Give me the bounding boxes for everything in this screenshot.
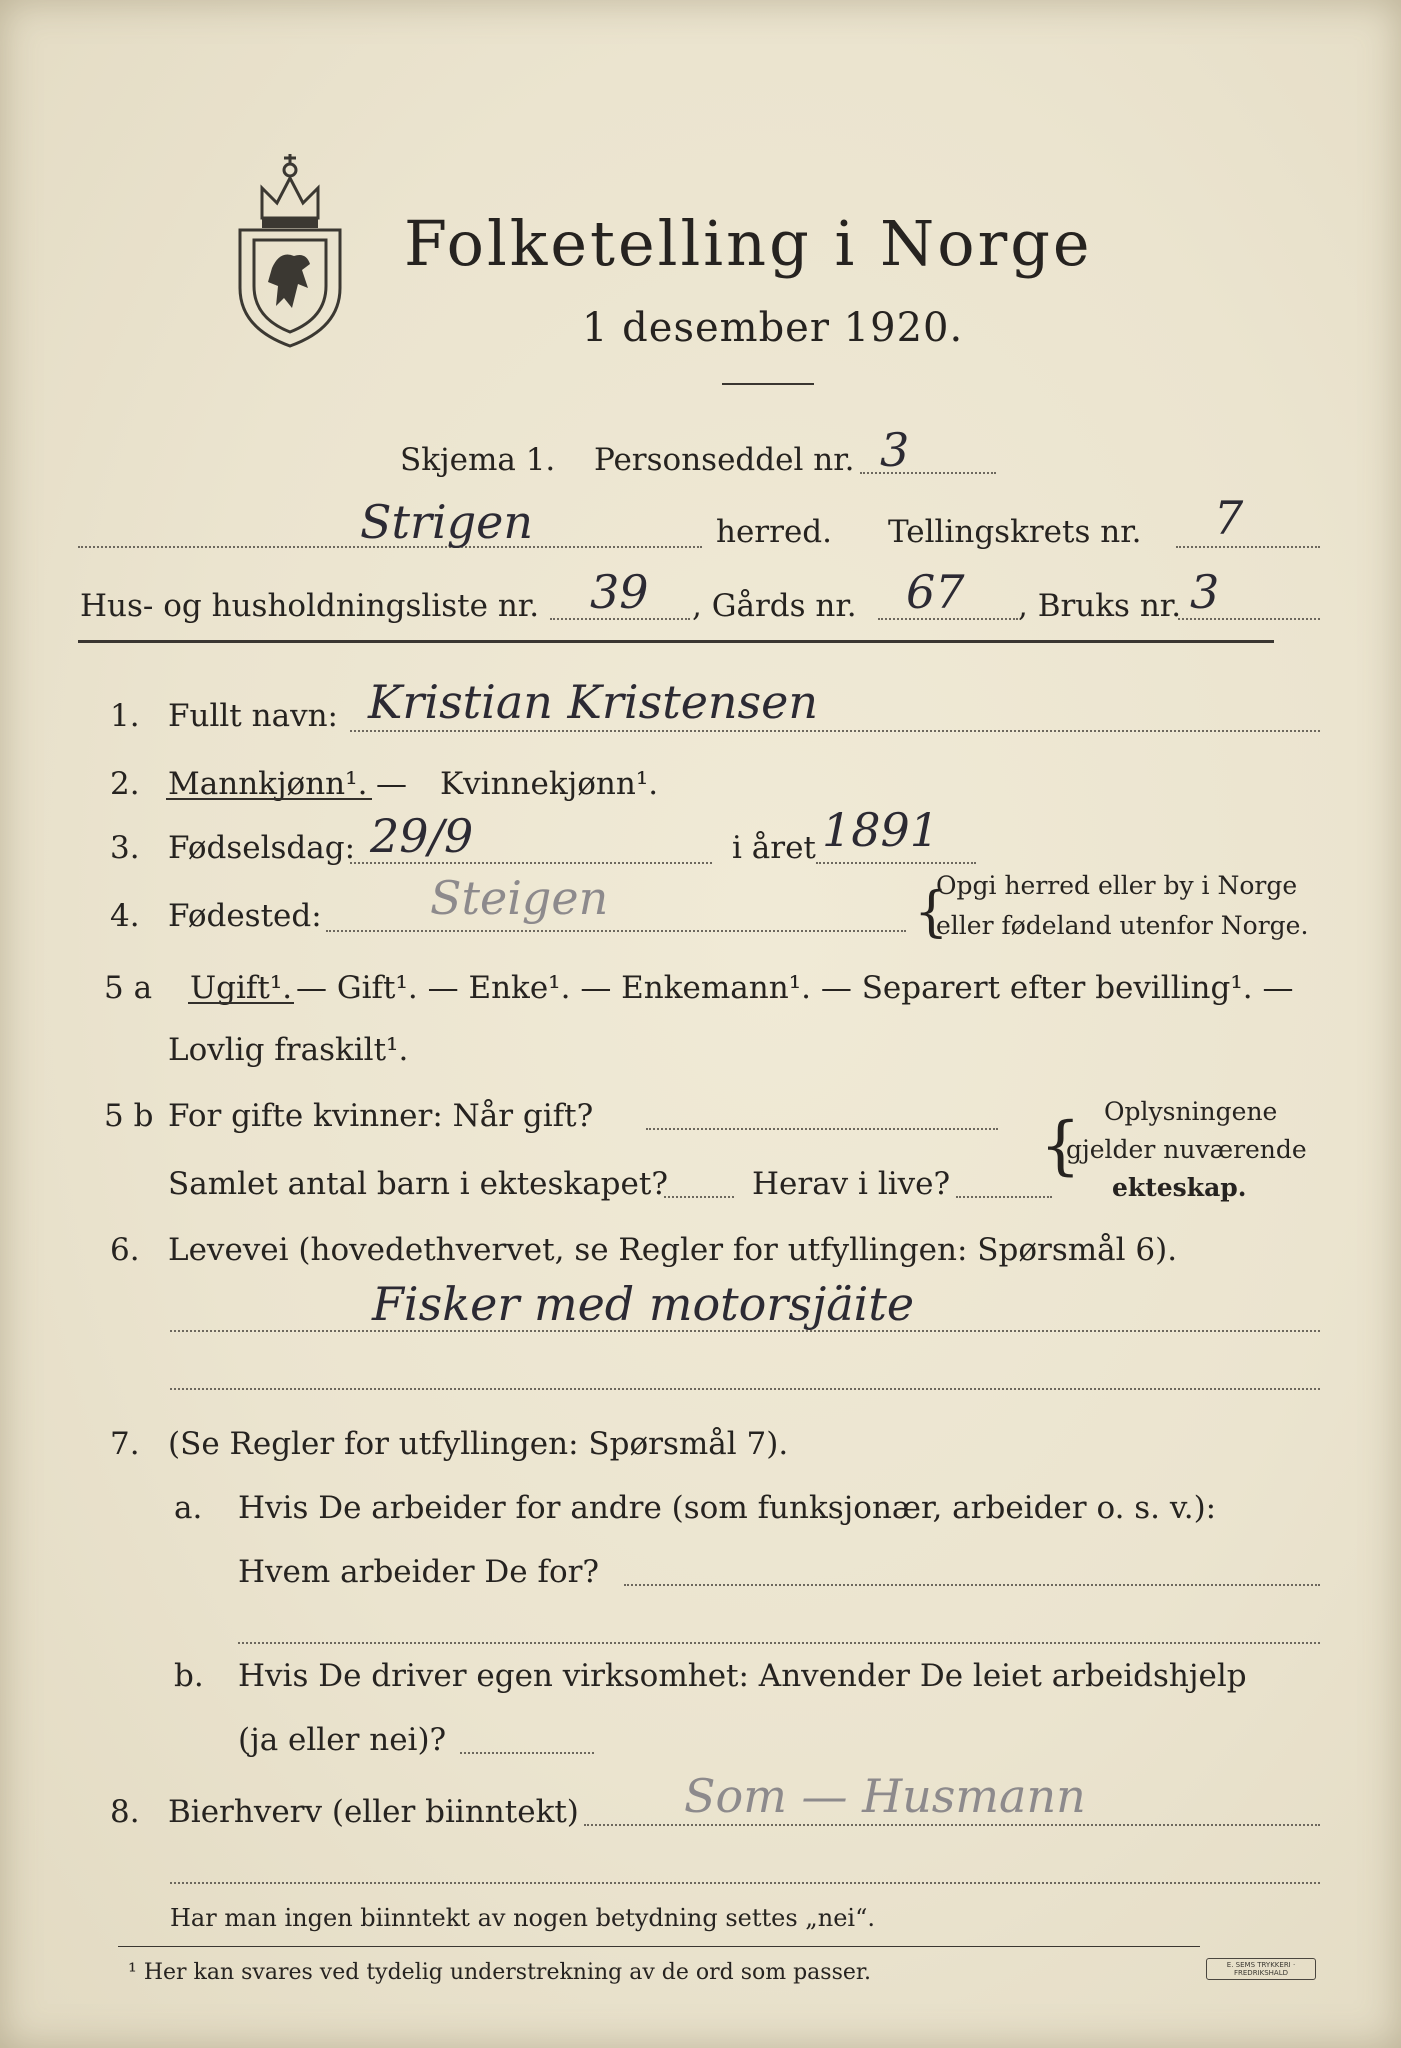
birthplace-value: Steigen [430, 871, 609, 925]
q5b-note-line3: ekteskap. [1112, 1173, 1247, 1202]
q3-number: 3. [110, 830, 140, 866]
q5b-alive-label: Herav i live? [752, 1166, 951, 1202]
q8-number: 8. [110, 1794, 140, 1830]
q7a-letter: a. [174, 1490, 203, 1526]
gards-label: , Gårds nr. [692, 588, 857, 624]
q5b-alive-line [956, 1196, 1052, 1198]
q7b-line1: Hvis De driver egen virksomhet: Anvender De leiet arbeidshjelp [238, 1658, 1247, 1694]
q5b-number: 5 b [104, 1098, 154, 1134]
q4-note-line2: eller fødeland utenfor Norge. [936, 911, 1309, 940]
bruks-value: 3 [1190, 565, 1220, 619]
q4-brace: { [914, 880, 949, 943]
q5b-married-line [646, 1128, 998, 1130]
q8-line1 [584, 1824, 1320, 1826]
coat-of-arms-icon [232, 148, 348, 350]
q7a-line-extra [238, 1642, 1320, 1644]
herred-label: herred. [716, 514, 832, 550]
q6-number: 6. [110, 1232, 140, 1268]
q6-label: Levevei (hovedethvervet, se Regler for utfyllingen: Spørsmål 6). [168, 1232, 1178, 1268]
tellingskrets-label: Tellingskrets nr. [888, 514, 1142, 550]
q4-number: 4. [110, 898, 140, 934]
personseddel-line [860, 472, 996, 474]
occupation-value: Fisker med motorsjäite [372, 1277, 915, 1331]
q5a-ugift: Ugift¹. [190, 970, 293, 1006]
printer-mark-text: E. SEMS TRYKKERI · FREDRIKSHALD [1226, 1961, 1296, 1977]
header-divider [722, 383, 814, 385]
q6-line1 [170, 1330, 1320, 1332]
q1-line [350, 730, 1320, 732]
q2-number: 2. [110, 766, 140, 802]
full-name-value: Kristian Kristensen [368, 675, 819, 729]
q4-label: Fødested: [168, 898, 322, 934]
q7a-line [624, 1584, 1320, 1586]
q5b-brace: { [1040, 1109, 1081, 1183]
q1-number: 1. [110, 698, 140, 734]
q7b-letter: b. [174, 1658, 204, 1694]
printer-mark [1206, 1958, 1316, 1980]
census-date: 1 desember 1920. [582, 305, 964, 351]
gards-value: 67 [906, 565, 965, 619]
q3-year-label: i året [732, 830, 816, 866]
q5b-note-line1: Oplysningene [1104, 1097, 1278, 1126]
footnote: ¹ Her kan svares ved tydelig understrekning av de ord som passer. [128, 1960, 871, 1985]
q8-label: Bierhverv (eller biinntekt) [168, 1794, 579, 1830]
tellingskrets-line [1176, 546, 1320, 548]
herred-value: Strigen [360, 495, 533, 549]
footer-note: Har man ingen biinntekt av nogen betydning settes „nei“. [170, 1904, 875, 1932]
q5a-number: 5 a [104, 970, 153, 1006]
q5b-note-line2: gjelder nuværende [1066, 1135, 1307, 1164]
footnote-divider [118, 1946, 1200, 1947]
q4-line [326, 930, 906, 932]
q5b-children-line [664, 1196, 734, 1198]
q7a-line1: Hvis De arbeider for andre (som funksjonær, arbeider o. s. v.): [238, 1490, 1217, 1526]
q5b-children-label: Samlet antal barn i ekteskapet? [168, 1166, 668, 1202]
mann-underline [166, 798, 372, 800]
husliste-line [550, 618, 690, 620]
q3-year-line [816, 862, 976, 864]
husliste-label: Hus- og husholdningsliste nr. [80, 588, 540, 624]
q3-label: Fødselsdag: [168, 830, 356, 866]
form-title: Folketelling i Norge [404, 207, 1093, 280]
q2-mann: Mannkjønn¹. [168, 766, 368, 802]
section-divider [78, 640, 1274, 643]
husliste-value: 39 [590, 565, 649, 619]
q2-kvinne: Kvinnekjønn¹. [440, 766, 659, 802]
side-occupation-value: Som — Husmann [684, 1769, 1086, 1823]
q5b-line1: For gifte kvinner: Når gift? [168, 1098, 594, 1134]
personseddel-value: 3 [880, 423, 910, 477]
q7-label: (Se Regler for utfyllingen: Spørsmål 7). [168, 1426, 789, 1462]
q2-separator: — [376, 766, 407, 802]
personseddel-label: Personseddel nr. [594, 442, 855, 478]
q6-line2 [170, 1388, 1320, 1390]
q7b-line2: (ja eller nei)? [238, 1722, 447, 1758]
bruks-label: , Bruks nr. [1018, 588, 1182, 624]
q7-number: 7. [110, 1426, 140, 1462]
q1-label: Fullt navn: [168, 698, 338, 734]
q7a-line2: Hvem arbeider De for? [238, 1554, 600, 1590]
q7b-line [460, 1752, 594, 1754]
q8-line2 [170, 1882, 1320, 1884]
schema-label: Skjema 1. [400, 442, 556, 478]
birthday-value: 29/9 [370, 809, 474, 863]
birth-year-value: 1891 [822, 803, 940, 857]
tellingskrets-value: 7 [1214, 491, 1244, 545]
q5a-line2: Lovlig fraskilt¹. [168, 1032, 409, 1068]
q4-note-line1: Opgi herred eller by i Norge [936, 871, 1298, 900]
bruks-line [1178, 618, 1320, 620]
gards-line [878, 618, 1018, 620]
ugift-underline [188, 1002, 294, 1004]
q5a-options: — Gift¹. — Enke¹. — Enkemann¹. — Separert efter bevilling¹. — [296, 970, 1294, 1006]
q3-line [350, 862, 712, 864]
